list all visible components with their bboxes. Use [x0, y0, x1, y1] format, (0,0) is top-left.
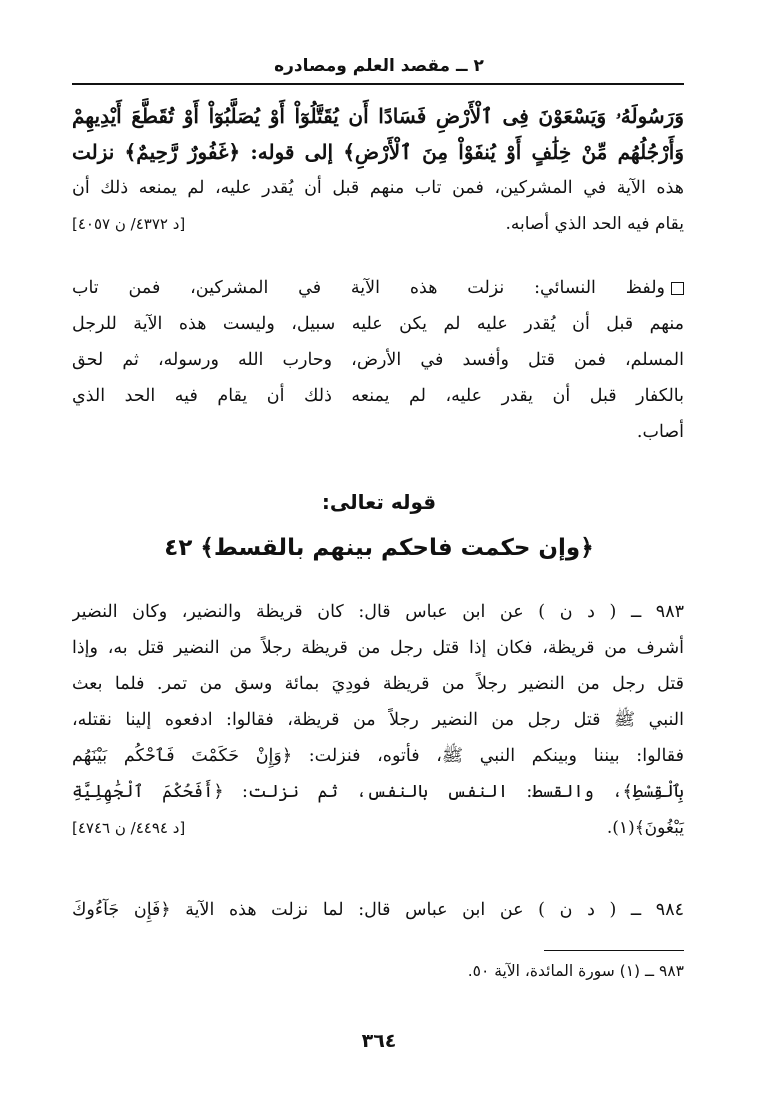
quran-line: وَرَسُولَهُۥ وَيَسْعَوْنَ فِى ٱلْأَرْضِ فَسَادًا أَن يُقَتَّلُوٓاْ أَوْ يُصَلَّبُوٓاْ أَوْ تُقَطَّعَ أَيْدِيهِمْ: [72, 104, 684, 128]
text-line-with-reference: [72, 206, 684, 242]
text-line: يقام فيه الحد الذي أصابه.: [505, 214, 684, 234]
text-line: قتل رجل من النضير رجلاً من قريظة فودِيَ بمائة وسق من تمر. فلما بعث: [72, 674, 684, 694]
source-reference: [د ٤٤٩٤/ ن ٤٧٤٦]: [72, 819, 186, 837]
section-verse: ﴿وإن حكمت فاحكم بينهم بالقسط﴾ ٤٢: [164, 535, 594, 561]
text-line: النبي ﷺ قتل رجل من النضير رجلاً من قريظة، فقالوا: ادفعوه إلينا نقتله،: [72, 710, 684, 730]
hadith-continuation: [72, 98, 684, 242]
header-rule: [72, 83, 684, 85]
hadith-983: [72, 594, 684, 846]
text-line: ٩٨٣ ــ ( د ن ) عن ابن عباس قال: كان قريظة والنضير، وكان النضير: [72, 602, 684, 622]
footnote: ٩٨٣ ــ (١) سورة المائدة، الآية ٥٠.: [467, 962, 684, 980]
quran-line: وَأَرْجُلُهُم مِّنْ خِلَٰفٍ أَوْ يُنفَوْاْ مِنَ ٱلْأَرْضِ﴾ إلى قوله: ﴿غَفُورٌ رَّحِيمٌ﴾ نزلت: [72, 140, 684, 164]
text-line: فقالوا: بيننا وبينكم النبي ﷺ، فأتوه، فنزلت: ﴿وَإِنْ حَكَمْتَ فَٱحْكُم بَيْنَهُم: [72, 746, 684, 766]
footnote-rule: [544, 950, 684, 951]
section-heading: قوله تعالى:: [321, 490, 437, 514]
source-reference: [د ٤٣٧٢/ ن ٤٠٥٧]: [72, 215, 186, 233]
text-line: بالكفار قبل أن يقدر عليه، لم يمنعه ذلك أن يقام فيه الحد الذي: [72, 386, 684, 406]
running-head: ٢ ــ مقصد العلم ومصادره: [274, 56, 484, 76]
square-marker-icon: [671, 282, 684, 295]
text-line: منهم قبل أن يُقدر عليه لم يكن عليه سبيل، وليست هذه الآية للرجل: [72, 314, 684, 334]
hadith-984: [72, 892, 684, 928]
page-number: ٣٦٤: [361, 1030, 397, 1052]
text-line: أصاب.: [636, 422, 684, 442]
nasai-variant: [72, 270, 684, 450]
text-line: يَبْغُونَ﴾(١).: [606, 818, 684, 838]
text-line: ولفظ النسائي: نزلت هذه الآية في المشركين، فمن تاب: [72, 270, 684, 306]
text-line-with-reference: [72, 810, 684, 846]
text-line: هذه الآية في المشركين، فمن تاب منهم قبل أن يُقدر عليه، لم يمنعه ذلك أن: [72, 178, 684, 198]
text-line: بِٱلْقِسْطِ﴾، والقسط: النفس بالنفس، ثم نزلت: ﴿أَفَحُكْمَ ٱلْجَٰهِلِيَّةِ: [72, 782, 684, 802]
text-line: المسلم، فمن قتل وأفسد في الأرض، وحارب الله ورسوله، ثم لحق: [72, 350, 684, 370]
text-line: ٩٨٤ ــ ( د ن ) عن ابن عباس قال: لما نزلت هذه الآية ﴿فَإِن جَآءُوكَ: [72, 900, 684, 920]
text-line: أشرف من قريظة، فكان إذا قتل رجل من قريظة رجلاً من النضير قتل به، وإذا: [72, 638, 684, 658]
